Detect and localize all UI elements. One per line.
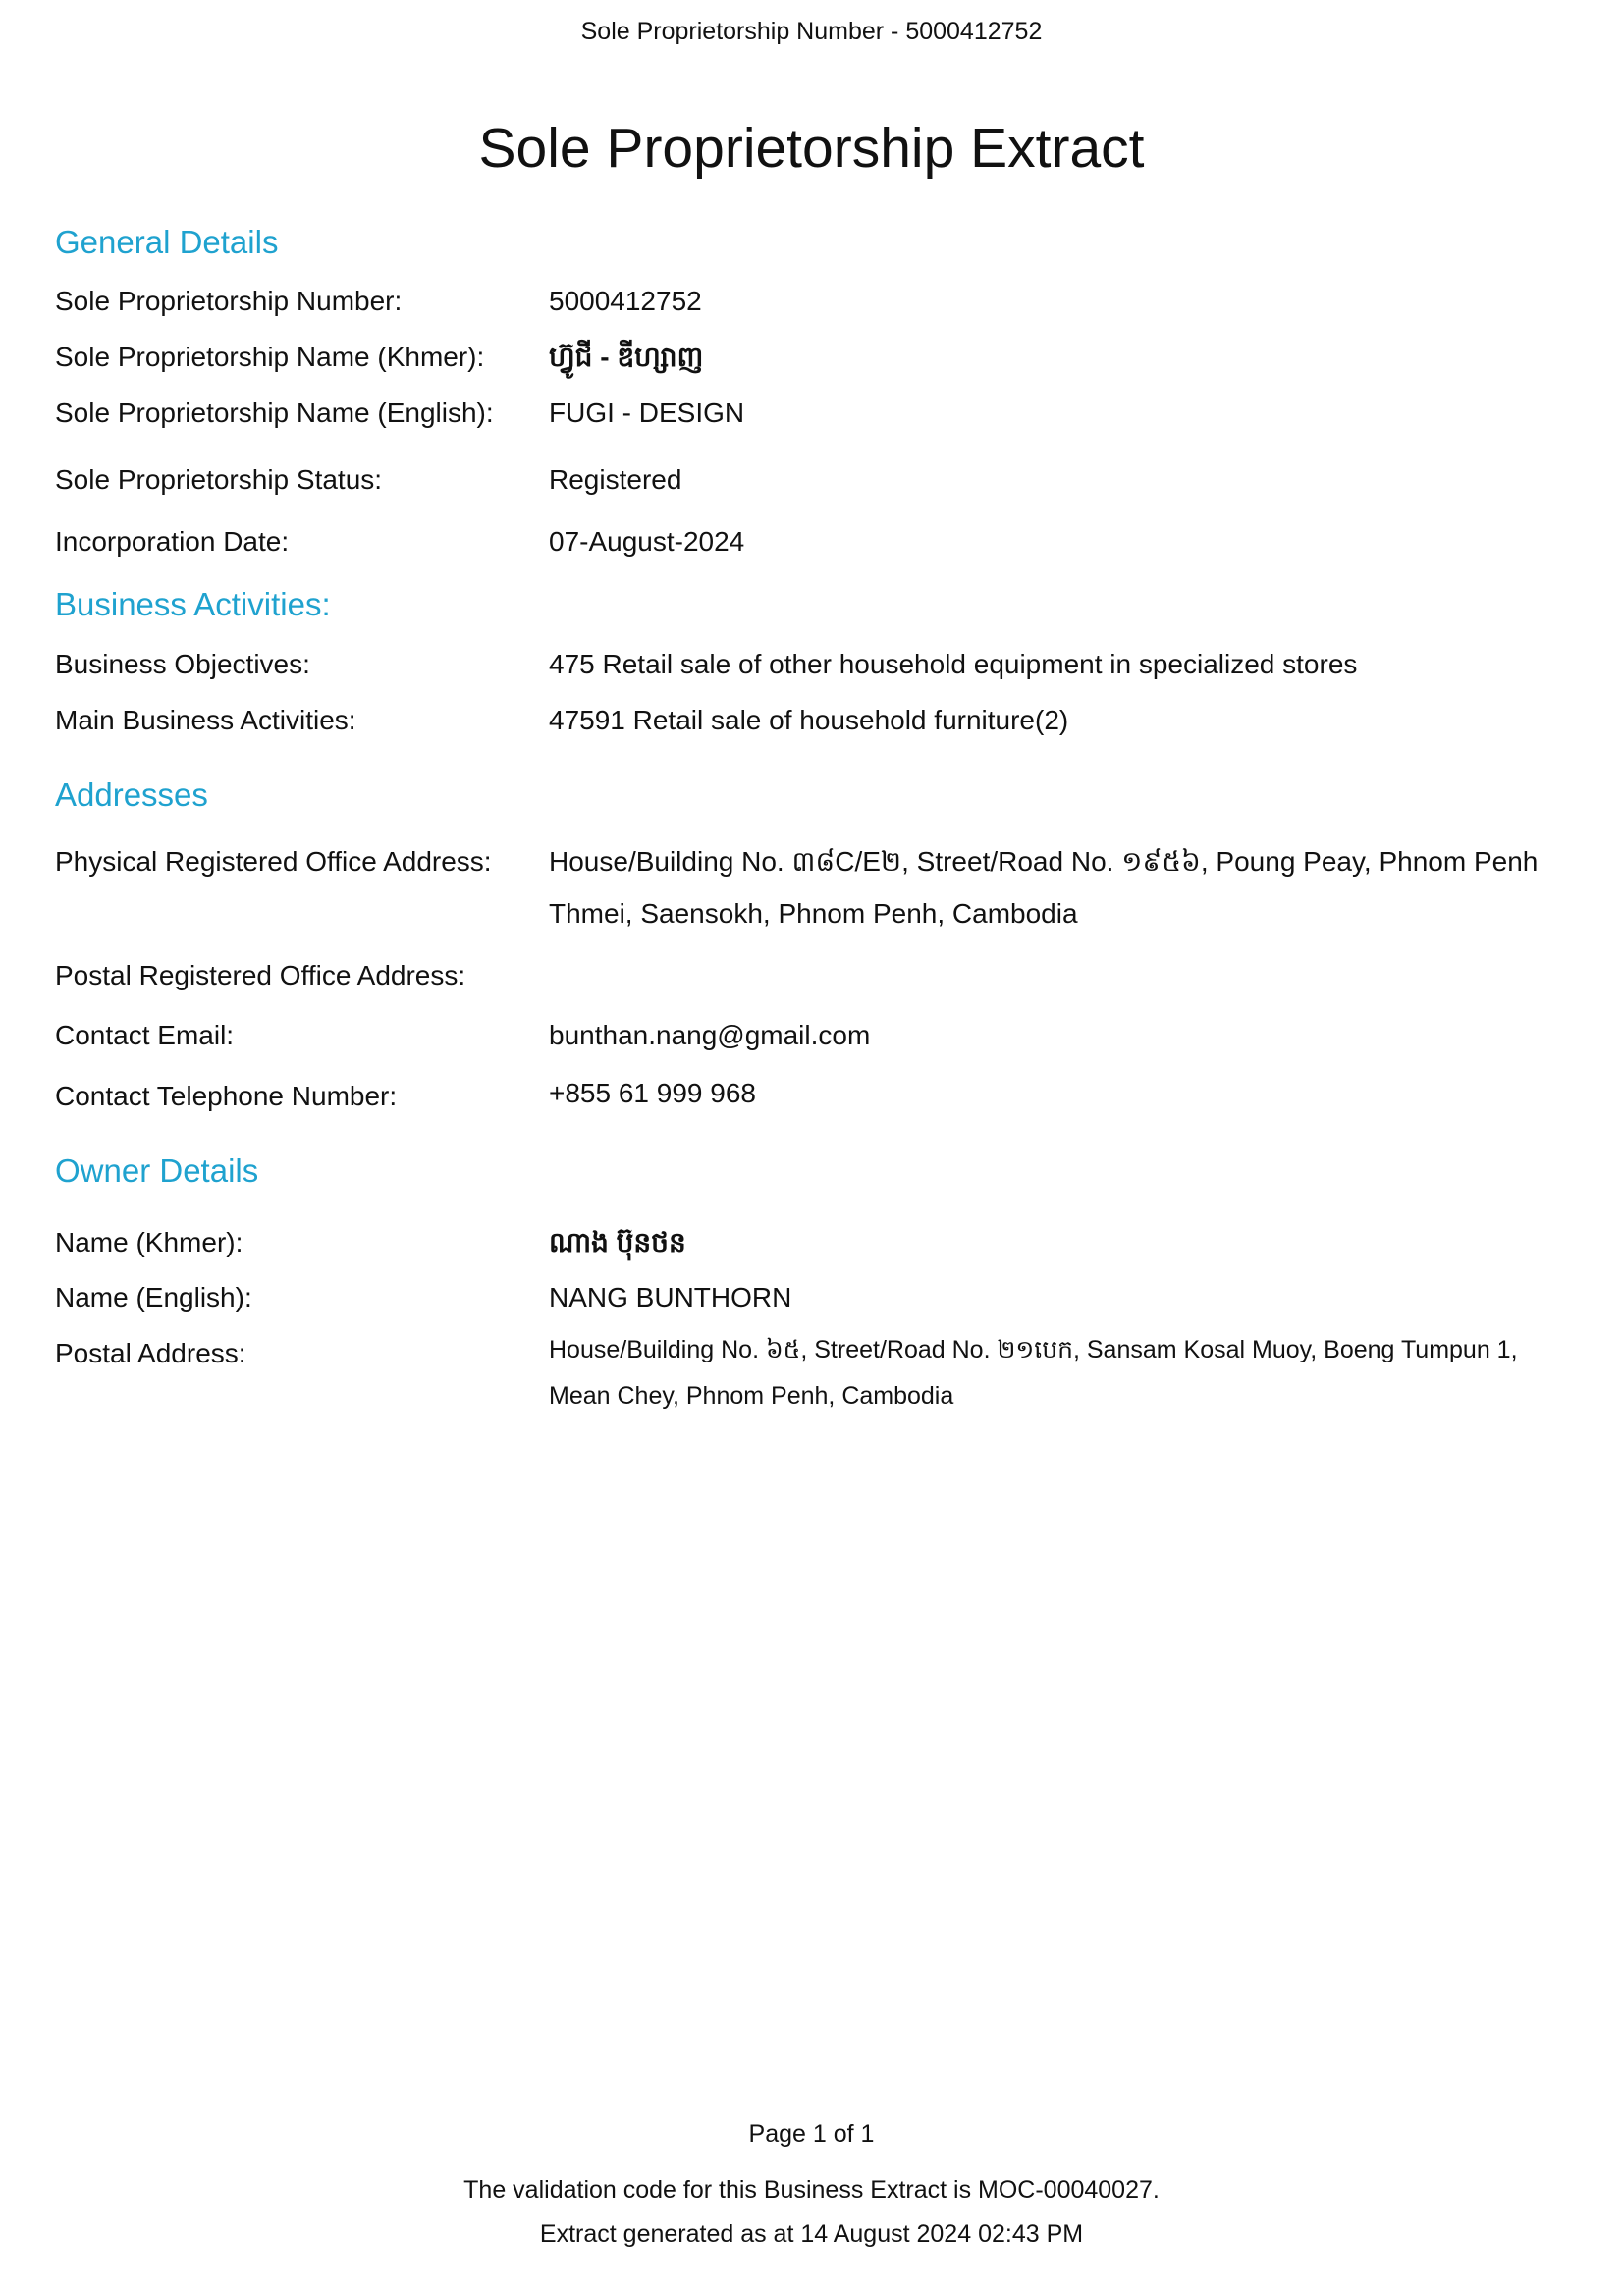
objectives-label: Business Objectives: <box>55 649 310 679</box>
physical-address-value: House/Building No. ៣៨C/E២, Street/Road No. ១៩៥៦, Poung Peay, Phnom Penh Thmei, Saensokh, Phnom Penh, Cambodia <box>549 846 1539 929</box>
generated-timestamp: Extract generated as at 14 August 2024 02:43 PM <box>539 2220 1084 2248</box>
contact-email-label: Contact Email: <box>55 1020 235 1050</box>
status-label: Sole Proprietorship Status: <box>55 464 383 495</box>
incorporation-value: 07-August-2024 <box>549 526 745 557</box>
owner-name-khmer-label: Name (Khmer): <box>55 1227 243 1257</box>
main-activities-label: Main Business Activities: <box>55 705 356 735</box>
owner-postal-label: Postal Address: <box>55 1338 246 1368</box>
name-english-value: FUGI - DESIGN <box>549 398 745 428</box>
contact-phone-label: Contact Telephone Number: <box>55 1081 398 1111</box>
validation-code: The validation code for this Business Extract is MOC-00040027. <box>463 2176 1160 2204</box>
incorporation-label: Incorporation Date: <box>55 526 290 557</box>
physical-address-label: Physical Registered Office Address: <box>55 846 492 877</box>
addresses-heading: Addresses <box>55 776 208 813</box>
business-activities-heading: Business Activities: <box>55 586 331 622</box>
status-value: Registered <box>549 464 682 495</box>
owner-details-heading: Owner Details <box>55 1152 259 1189</box>
number-value: 5000412752 <box>549 286 702 316</box>
owner-name-english-label: Name (English): <box>55 1282 252 1312</box>
objectives-value: 475 Retail sale of other household equipment in specialized stores <box>549 649 1358 679</box>
contact-email-value: bunthan.nang@gmail.com <box>549 1020 871 1050</box>
running-head: Sole Proprietorship Number - 5000412752 <box>580 18 1043 45</box>
owner-postal-value: House/Building No. ៦៥, Street/Road No. ២១បេក, Sansam Kosal Muoy, Boeng Tumpun 1, Mean Chey, Phnom Penh, Cambodia <box>549 1336 1518 1410</box>
page-number: Page 1 of 1 <box>748 2120 875 2148</box>
name-khmer-value: ហ៊្វូជី - ឌីហ្សាញ <box>549 342 704 372</box>
general-details-heading: General Details <box>55 224 279 260</box>
main-activities-value: 47591 Retail sale of household furniture(2) <box>549 705 1069 735</box>
owner-name-english-value: NANG BUNTHORN <box>549 1282 792 1312</box>
page-title: Sole Proprietorship Extract <box>478 117 1145 180</box>
owner-name-khmer-value: ណាង ប៊ុនថន <box>549 1227 686 1257</box>
name-khmer-label: Sole Proprietorship Name (Khmer): <box>55 342 485 372</box>
name-english-label: Sole Proprietorship Name (English): <box>55 398 494 428</box>
postal-office-address-label: Postal Registered Office Address: <box>55 960 466 990</box>
number-label: Sole Proprietorship Number: <box>55 286 403 316</box>
contact-phone-value: +855 61 999 968 <box>549 1078 756 1108</box>
